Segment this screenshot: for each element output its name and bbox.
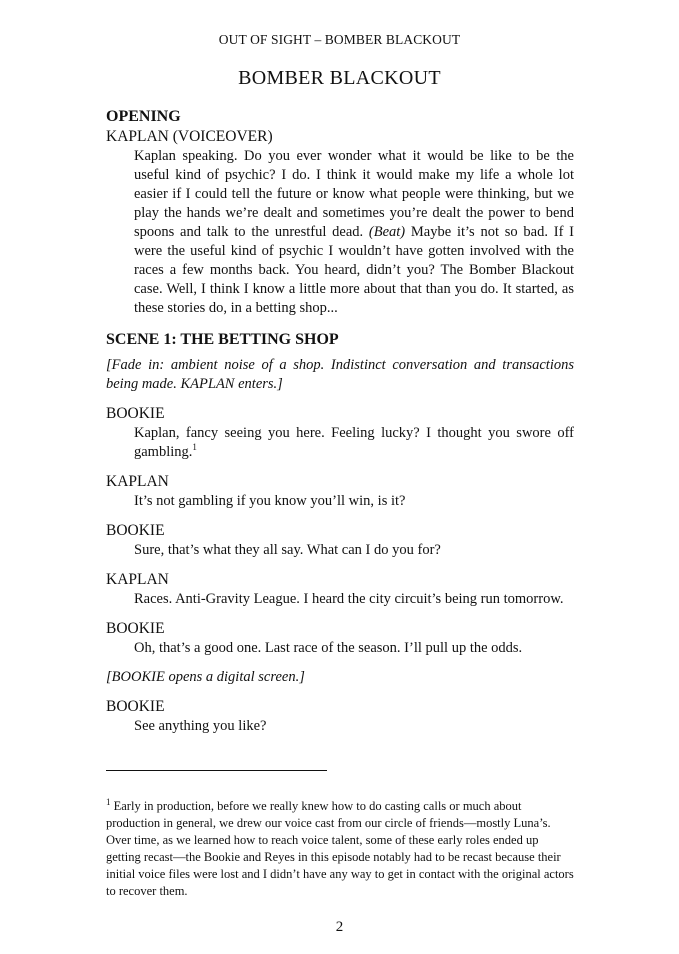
footnote-divider xyxy=(106,770,327,771)
speaker-label: BOOKIE xyxy=(106,698,165,715)
running-header: OUT OF SIGHT – BOMBER BLACKOUT xyxy=(218,32,461,47)
stage-direction-character: BOOKIE xyxy=(111,669,165,685)
speaker-label: KAPLAN xyxy=(106,473,169,490)
dialogue-line: Sure, that’s what they all say. What can I do you for? xyxy=(134,542,441,558)
section-heading-opening: OPENING xyxy=(106,108,181,125)
dialogue-line: Oh, that’s a good one. Last race of the season. I’ll pull up the odds. xyxy=(134,640,523,656)
dialogue-text-part-1: Kaplan speaking. Do you ever wonder what it would be like to be the useful kind of psychic? I do. I think it would make my life a whole lot easier if I could tell the future or know what people were thinking, but we play the hands we’re dealt and sometimes you’re dealt the power to bend spoons and talk to the unrestful dead. xyxy=(134,148,574,240)
stage-direction-text: opens a digital screen.] xyxy=(164,669,305,685)
speaker-label xyxy=(106,127,574,147)
dialogue-line: It’s not gambling if you know you’ll win, is it? xyxy=(134,493,406,509)
footnote-marker: 1 xyxy=(106,796,111,807)
footnote-text: Early in production, before we really knew how to do casting calls or much about production in general, we drew our voice cast from our circle of friends—mostly Luna’s. Over time, as we learned how to reach voice talent, some of these early roles ended up getting recast—the Bookie and Reyes in this episode notably had to be recast because their initial voice files were lost and I didn’t have any way to get in contact with the original actors to recover them. xyxy=(106,799,574,898)
speaker-label: BOOKIE xyxy=(106,405,165,422)
page-number: 2 xyxy=(335,919,344,935)
dialogue-line: See anything you like? xyxy=(134,718,267,734)
speaker-name: KAPLAN xyxy=(106,128,169,145)
speaker-note: (VOICEOVER) xyxy=(172,128,273,145)
stage-direction-text: [Fade in: ambient noise of a shop. Indistinct conversation and transactions being made. xyxy=(106,357,574,392)
beat-direction: (Beat) xyxy=(368,224,406,240)
speaker-label: BOOKIE xyxy=(106,620,165,637)
stage-direction-text: [ xyxy=(106,669,112,685)
section-heading-scene-1: SCENE 1: THE BETTING SHOP xyxy=(106,331,339,348)
footnote-reference[interactable]: 1 xyxy=(192,442,197,453)
stage-direction-fade-in xyxy=(106,356,574,394)
document-title: BOMBER BLACKOUT xyxy=(238,67,441,89)
speaker-label: BOOKIE xyxy=(106,522,165,539)
dialogue-line: Races. Anti-Gravity League. I heard the city circuit’s being run tomorrow. xyxy=(134,591,564,607)
dialogue-line xyxy=(106,424,574,462)
dialogue-text-part-2: Maybe it’s not so bad. If I were the useful kind of psychic I wouldn’t have gotten involved with the races a few months back. You heard, didn’t you? The Bomber Blackout case. Well, I think I know a little more about that than you do. It started, as these stories do, in a betting shop... xyxy=(134,224,575,316)
stage-direction-character: KAPLAN xyxy=(180,376,235,392)
stage-direction-text: enters.] xyxy=(234,376,283,392)
speaker-label: KAPLAN xyxy=(106,571,169,588)
script-body xyxy=(106,107,574,736)
stage-direction-screen xyxy=(106,668,574,687)
dialogue-opening xyxy=(106,147,574,318)
dialogue-text: Kaplan, fancy seeing you here. Feeling lucky? I thought you swore off gambling. xyxy=(134,425,574,460)
footnote xyxy=(106,798,574,900)
